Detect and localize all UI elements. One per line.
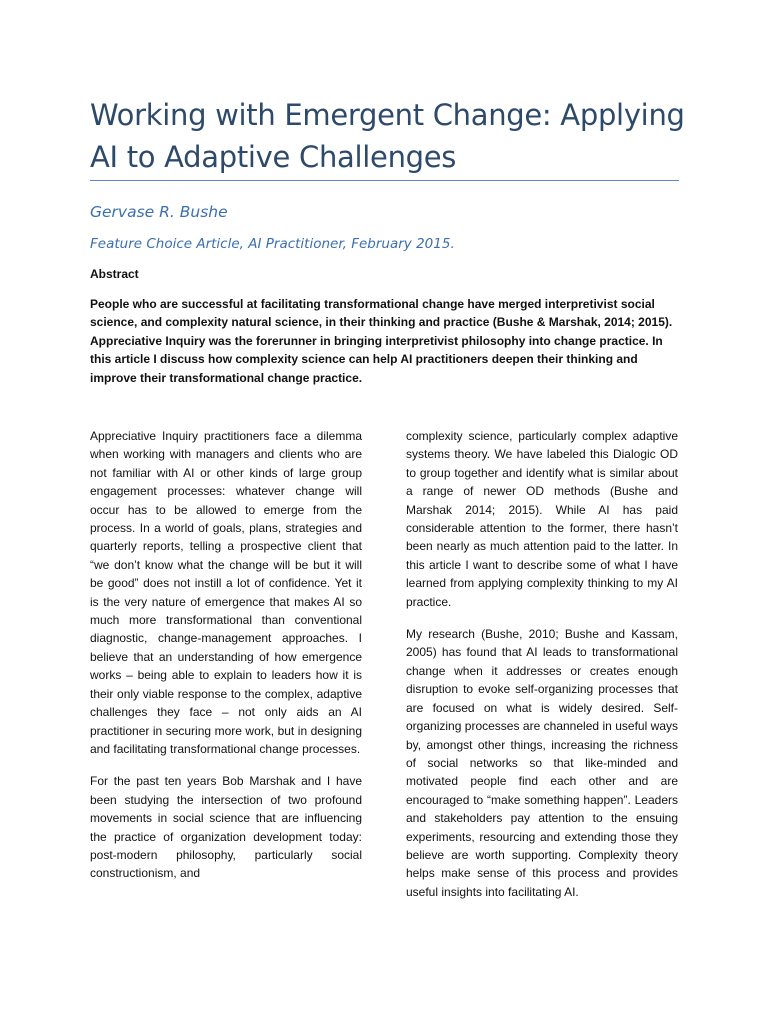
body-paragraph: My research (Bushe, 2010; Bushe and Kassam, 2005) has found that AI leads to transformational change when it addresses or creates enough disruption to evoke self-organizing processes that are focused on what is widely desired. Self-organizing processes are channeled in useful ways by, amongst other things, increasing the richness of social networks so that like-minded and motivated people find each other and are encouraged to “make something happen”. Leaders and stakeholders pay attention to the ensuing experiments, resourcing and extending those they believe are worth supporting. Complexity theory helps make sense of this process and provides useful insights into facilitating AI.	[406, 627, 678, 899]
article-title: Working with Emergent Change: Applying AI to Adaptive Challenges	[90, 98, 685, 174]
title-divider	[90, 180, 679, 181]
body-column-left	[90, 427, 362, 897]
body-column-right	[406, 427, 678, 915]
body-paragraph: For the past ten years Bob Marshak and I have been studying the intersection of two profound movements in social science that are influencing the practice of organization development today: post-modern philosophy, particularly social constructionism, and	[90, 774, 362, 881]
abstract-heading: Abstract	[90, 267, 139, 281]
body-paragraph: Appreciative Inquiry practitioners face a dilemma when working with managers and clients who are not familiar with AI or other kinds of large group engagement processes: whatever change will occur has to be allowed to emerge from the process. In a world of goals, plans, strategies and quarterly reports, telling a prospective client that “we don’t know what the change will be but it will be good” does not instill a lot of confidence. Yet it is the very nature of emergence that makes AI so much more transformational than conventional diagnostic, change-management approaches. I believe that an understanding of how emergence works – being able to explain to leaders how it is their only viable response to the complex, adaptive challenges they face – not only aids an AI practitioner in securing more work, but in designing and facilitating transformational change processes.	[90, 429, 362, 756]
abstract-text: People who are successful at facilitating transformational change have merged interpretivist social science, and complexity natural science, in their thinking and practice (Bushe & Marshak, 2014; 2015). Appreciative Inquiry was the forerunner in bringing interpretivist philosophy into change practice. In this article I discuss how complexity science can help AI practitioners deepen their thinking and improve their transformational change practice.	[90, 297, 673, 385]
body-paragraph: complexity science, particularly complex adaptive systems theory. We have labeled this Dialogic OD to group together and identify what is similar about a range of newer OD methods (Bushe and Marshak 2014; 2015). While AI has paid considerable attention to the former, there hasn’t been nearly as much attention paid to the latter. In this article I want to describe some of what I have learned from applying complexity thinking to my AI practice.	[406, 429, 678, 609]
author-name: Gervase R. Bushe	[90, 203, 228, 221]
publication-line: Feature Choice Article, AI Practitioner, February 2015.	[90, 236, 455, 252]
